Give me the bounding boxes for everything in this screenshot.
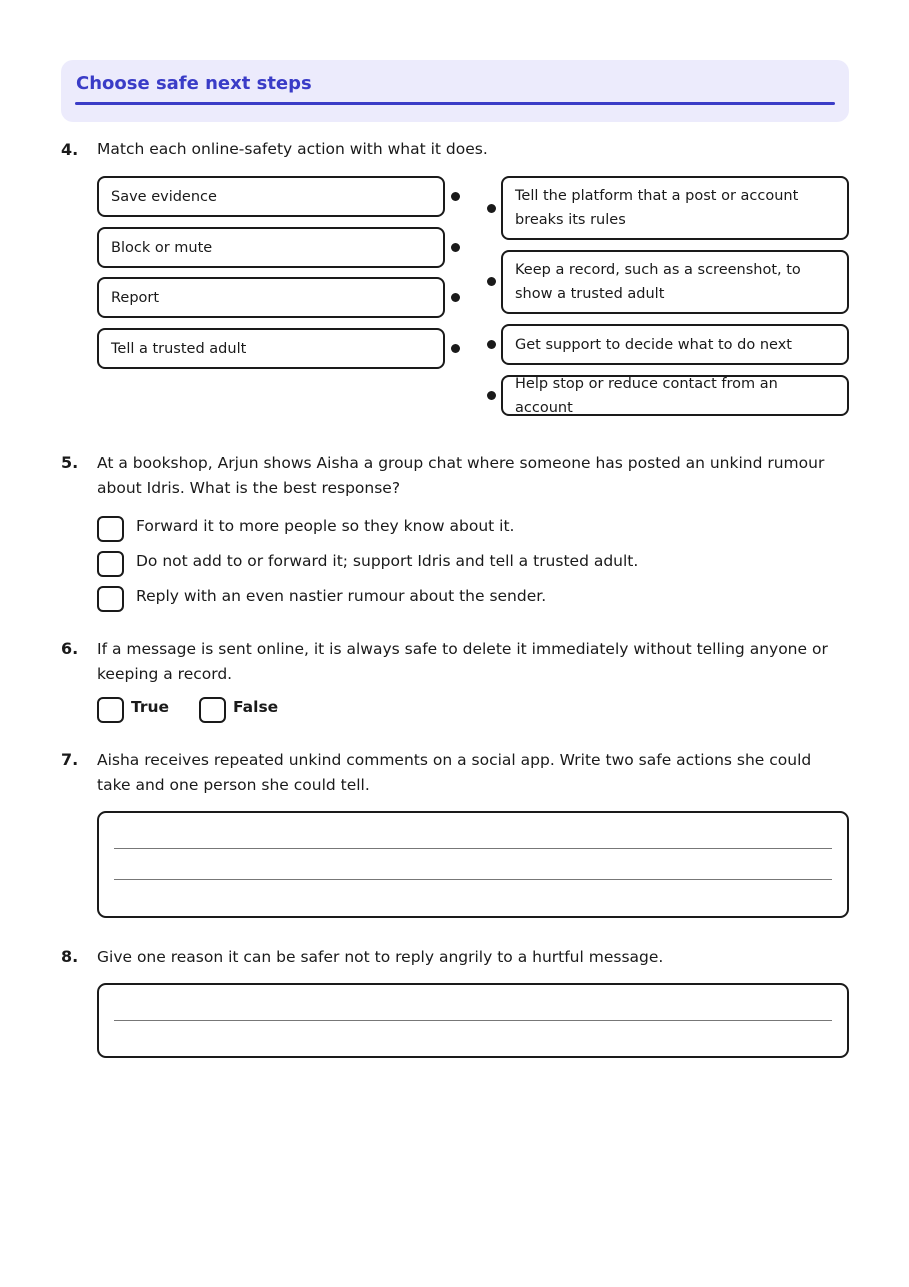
match-right-dot[interactable]	[487, 340, 496, 349]
match-left-dot[interactable]	[451, 344, 460, 353]
writing-line	[114, 1020, 832, 1021]
false-label: False	[233, 698, 279, 716]
writing-line	[114, 879, 832, 880]
match-left-label: Report	[111, 289, 160, 306]
match-right-label: Help stop or reduce contact from an account	[515, 375, 778, 416]
match-right-report-definition[interactable]	[501, 176, 849, 240]
match-right-label: Get support to decide what to do next	[515, 336, 792, 353]
question-7-number: 7.	[61, 750, 79, 769]
match-right-label: Keep a record, such as a screenshot, to show a trusted adult	[515, 262, 801, 302]
option-label: Do not add to or forward it; support Idris and tell a trusted adult.	[136, 552, 639, 570]
option-checkbox[interactable]	[97, 516, 124, 542]
match-right-dot[interactable]	[487, 391, 496, 400]
option-checkbox[interactable]	[97, 551, 124, 577]
match-left-block-or-mute[interactable]	[97, 227, 445, 268]
question-6-text: If a message is sent online, it is always safe to delete it immediately without telling anyone or keeping a record.	[97, 640, 828, 683]
false-checkbox[interactable]	[199, 697, 226, 723]
match-left-dot[interactable]	[451, 293, 460, 302]
question-5-number: 5.	[61, 453, 79, 472]
option-label: Forward it to more people so they know about it.	[136, 517, 515, 535]
question-4-text: Match each online-safety action with what it does.	[97, 140, 488, 158]
match-right-block-definition[interactable]	[501, 375, 849, 416]
match-left-report[interactable]	[97, 277, 445, 318]
match-left-label: Save evidence	[111, 188, 217, 205]
writing-line	[114, 848, 832, 849]
question-8-text: Give one reason it can be safer not to reply angrily to a hurtful message.	[97, 948, 664, 966]
true-checkbox[interactable]	[97, 697, 124, 723]
match-right-dot[interactable]	[487, 204, 496, 213]
option-label: Reply with an even nastier rumour about the sender.	[136, 587, 547, 605]
match-right-adult-definition[interactable]	[501, 324, 849, 365]
section-header	[61, 60, 849, 122]
match-left-dot[interactable]	[451, 243, 460, 252]
true-label: True	[131, 698, 170, 716]
match-right-evidence-definition[interactable]	[501, 250, 849, 314]
option-checkbox[interactable]	[97, 586, 124, 612]
q7-answer-box[interactable]	[97, 811, 849, 918]
q8-answer-box[interactable]	[97, 983, 849, 1058]
header-underline	[75, 102, 835, 105]
section-title: Choose safe next steps	[76, 73, 312, 94]
match-left-dot[interactable]	[451, 192, 460, 201]
match-right-dot[interactable]	[487, 277, 496, 286]
question-6-number: 6.	[61, 639, 79, 658]
question-7-text: Aisha receives repeated unkind comments on a social app. Write two safe actions she could take and one person she could tell.	[97, 751, 812, 794]
match-left-label: Block or mute	[111, 239, 213, 256]
question-8-number: 8.	[61, 947, 79, 966]
match-left-label: Tell a trusted adult	[111, 340, 247, 357]
match-left-save-evidence[interactable]	[97, 176, 445, 217]
match-left-tell-trusted-adult[interactable]	[97, 328, 445, 369]
question-5-text: At a bookshop, Arjun shows Aisha a group chat where someone has posted an unkind rumour about Idris. What is the best response?	[97, 454, 825, 497]
match-right-label: Tell the platform that a post or account breaks its rules	[515, 188, 799, 228]
question-4-number: 4.	[61, 140, 79, 159]
